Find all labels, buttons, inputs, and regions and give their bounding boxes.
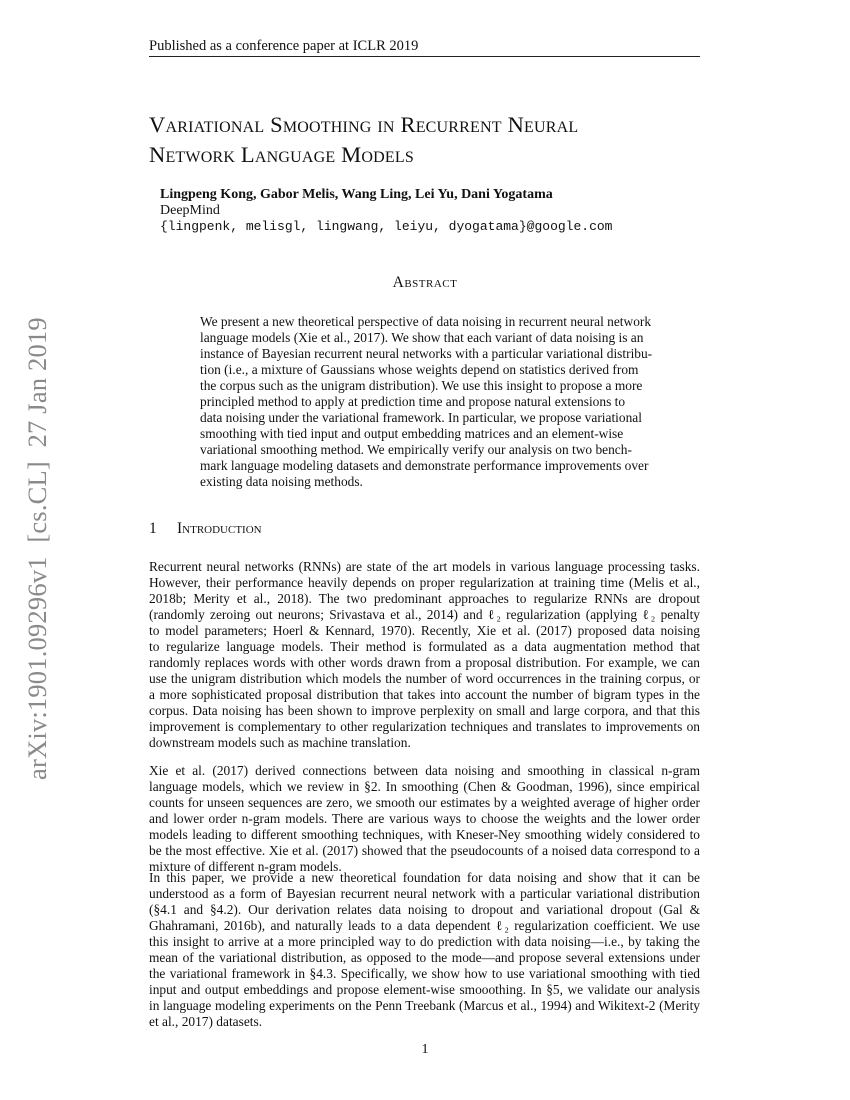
abstract-line: smoothing with tied input and output embedding matrices and an element-wise [200, 426, 624, 441]
text-line: improvement is complementary to other regularization techniques and translates to improvements on [149, 719, 700, 734]
affiliation: DeepMind [160, 203, 220, 218]
text-line: mean of the variational distribution, as opposed to the mode—and propose several extensions under [149, 950, 700, 965]
title-line: Variational Smoothing in Recurrent Neural [149, 112, 579, 137]
text-line: a more sophisticated proposal distribution that takes into account the number of bigram types in the [149, 687, 700, 702]
text-line: counts for unseen sequences are zero, we smooth our estimates by a weighted average of higher order [149, 795, 700, 810]
text-line: (§4.1 and §4.2). Our derivation relates data noising to dropout and variational dropout (Gal & [149, 902, 700, 917]
author-list: Lingpeng Kong, Gabor Melis, Wang Ling, Lei Yu, Dani Yogatama [160, 187, 553, 202]
text-line: et al., 2017) datasets. [149, 1014, 263, 1029]
section-number: 1 [149, 520, 157, 537]
running-header: Published as a conference paper at ICLR 2019 [149, 38, 419, 54]
abstract-line: We present a new theoretical perspective of data noising in recurrent neural network [200, 314, 652, 329]
abstract-line: variational smoothing method. We empirically verify our analysis on two bench- [200, 442, 632, 457]
text-line: understood as a form of Bayesian recurrent neural network with a particular variational distribution [149, 886, 700, 901]
abstract-body [200, 314, 652, 490]
text-line: in language modeling experiments on the Penn Treebank (Marcus et al., 1994) and Wikitext-2 (Merity [149, 998, 700, 1013]
intro-paragraph-2 [149, 763, 700, 875]
section-title: Introduction [177, 520, 262, 537]
text-line: (randomly zeroing out neurons; Srivastava et al., 2014) and ℓ₂ regularization (applying ℓ₂ penalty [149, 607, 700, 622]
arxiv-identifier: arXiv:1901.09296v1 [cs.CL] 27 Jan 2019 [22, 317, 52, 780]
intro-paragraph-3 [149, 870, 700, 1030]
abstract-line: principled method to apply at prediction time and propose natural extensions to [200, 394, 626, 409]
text-line: randomly replaces words with other words drawn from a proposal distribution. For example, we can [149, 655, 700, 670]
text-line: to model parameters; Hoerl & Kennard, 1970). Recently, Xie et al. (2017) proposed data noising [149, 623, 700, 638]
text-line: However, their performance heavily depends on proper regularization at training time (Melis et al., [149, 575, 700, 590]
text-line: be the most effective. Xie et al. (2017) showed that the pseudocounts of a noised data correspond to a [149, 843, 700, 858]
text-line: 2018b; Merity et al., 2018). The two predominant approaches to regularize RNNs are dropout [149, 591, 700, 606]
author-emails: {lingpenk, melisgl, lingwang, leiyu, dyogatama}@google.com [160, 219, 613, 234]
section-heading [149, 520, 262, 538]
abstract-heading: Abstract [392, 274, 458, 291]
text-line: In this paper, we provide a new theoretical foundation for data noising and show that it can be [149, 870, 700, 885]
text-line: use the unigram distribution which models the number of word occurrences in the training corpus, or [149, 671, 700, 686]
text-line: mixture of different n-gram models. [149, 859, 342, 874]
abstract-line: mark language modeling datasets and demonstrate performance improvements over [200, 458, 649, 473]
text-line: downstream models such as machine translation. [149, 735, 411, 750]
text-line: and lower order n-gram models. There are various ways to choose the weights and the lower order [149, 811, 700, 826]
text-line: the variational framework in §4.3. Specifically, we show how to use variational smoothing with tied [149, 966, 700, 981]
text-line: Recurrent neural networks (RNNs) are state of the art models in various language processing tasks. [149, 559, 700, 574]
abstract-line: the corpus such as the unigram distribution). We use this insight to propose a more [200, 378, 643, 393]
text-line: Ghahramani, 2016b), and naturally leads to a data dependent ℓ₂ regularization coefficient. We use [149, 918, 700, 933]
text-line: corpus. Data noising has been shown to improve perplexity on small and large corpora, and that this [149, 703, 700, 718]
abstract-line: existing data noising methods. [200, 474, 363, 489]
text-line: input and output embeddings and propose element-wise smooothing. In §5, we validate our analysis [149, 982, 700, 997]
text-line: Xie et al. (2017) derived connections between data noising and smoothing in classical n-gram [149, 763, 700, 778]
page-number: 1 [421, 1042, 429, 1057]
title-line: Network Language Models [149, 142, 414, 167]
text-line: this insight to arrive at a more principled way to do prediction with data noising—i.e., by taking the [149, 934, 700, 949]
paper-title [149, 110, 729, 170]
abstract-line: instance of Bayesian recurrent neural networks with a particular variational distribu- [200, 346, 653, 361]
text-line: to regularize language models. Their method is formulated as a data augmentation method that [149, 639, 700, 654]
text-line: language models, which we review in §2. In smoothing (Chen & Goodman, 1996), since empirical [149, 779, 700, 794]
text-line: models leading to different smoothing techniques, with Kneser-Ney smoothing widely considered to [149, 827, 700, 842]
header-rule [149, 56, 700, 57]
abstract-line: data noising under the variational framework. In particular, we propose variational [200, 410, 642, 425]
abstract-line: language models (Xie et al., 2017). We show that each variant of data noising is an [200, 330, 644, 345]
abstract-line: tion (i.e., a mixture of Gaussians whose weights depend on statistics derived from [200, 362, 639, 377]
intro-paragraph-1 [149, 559, 700, 751]
